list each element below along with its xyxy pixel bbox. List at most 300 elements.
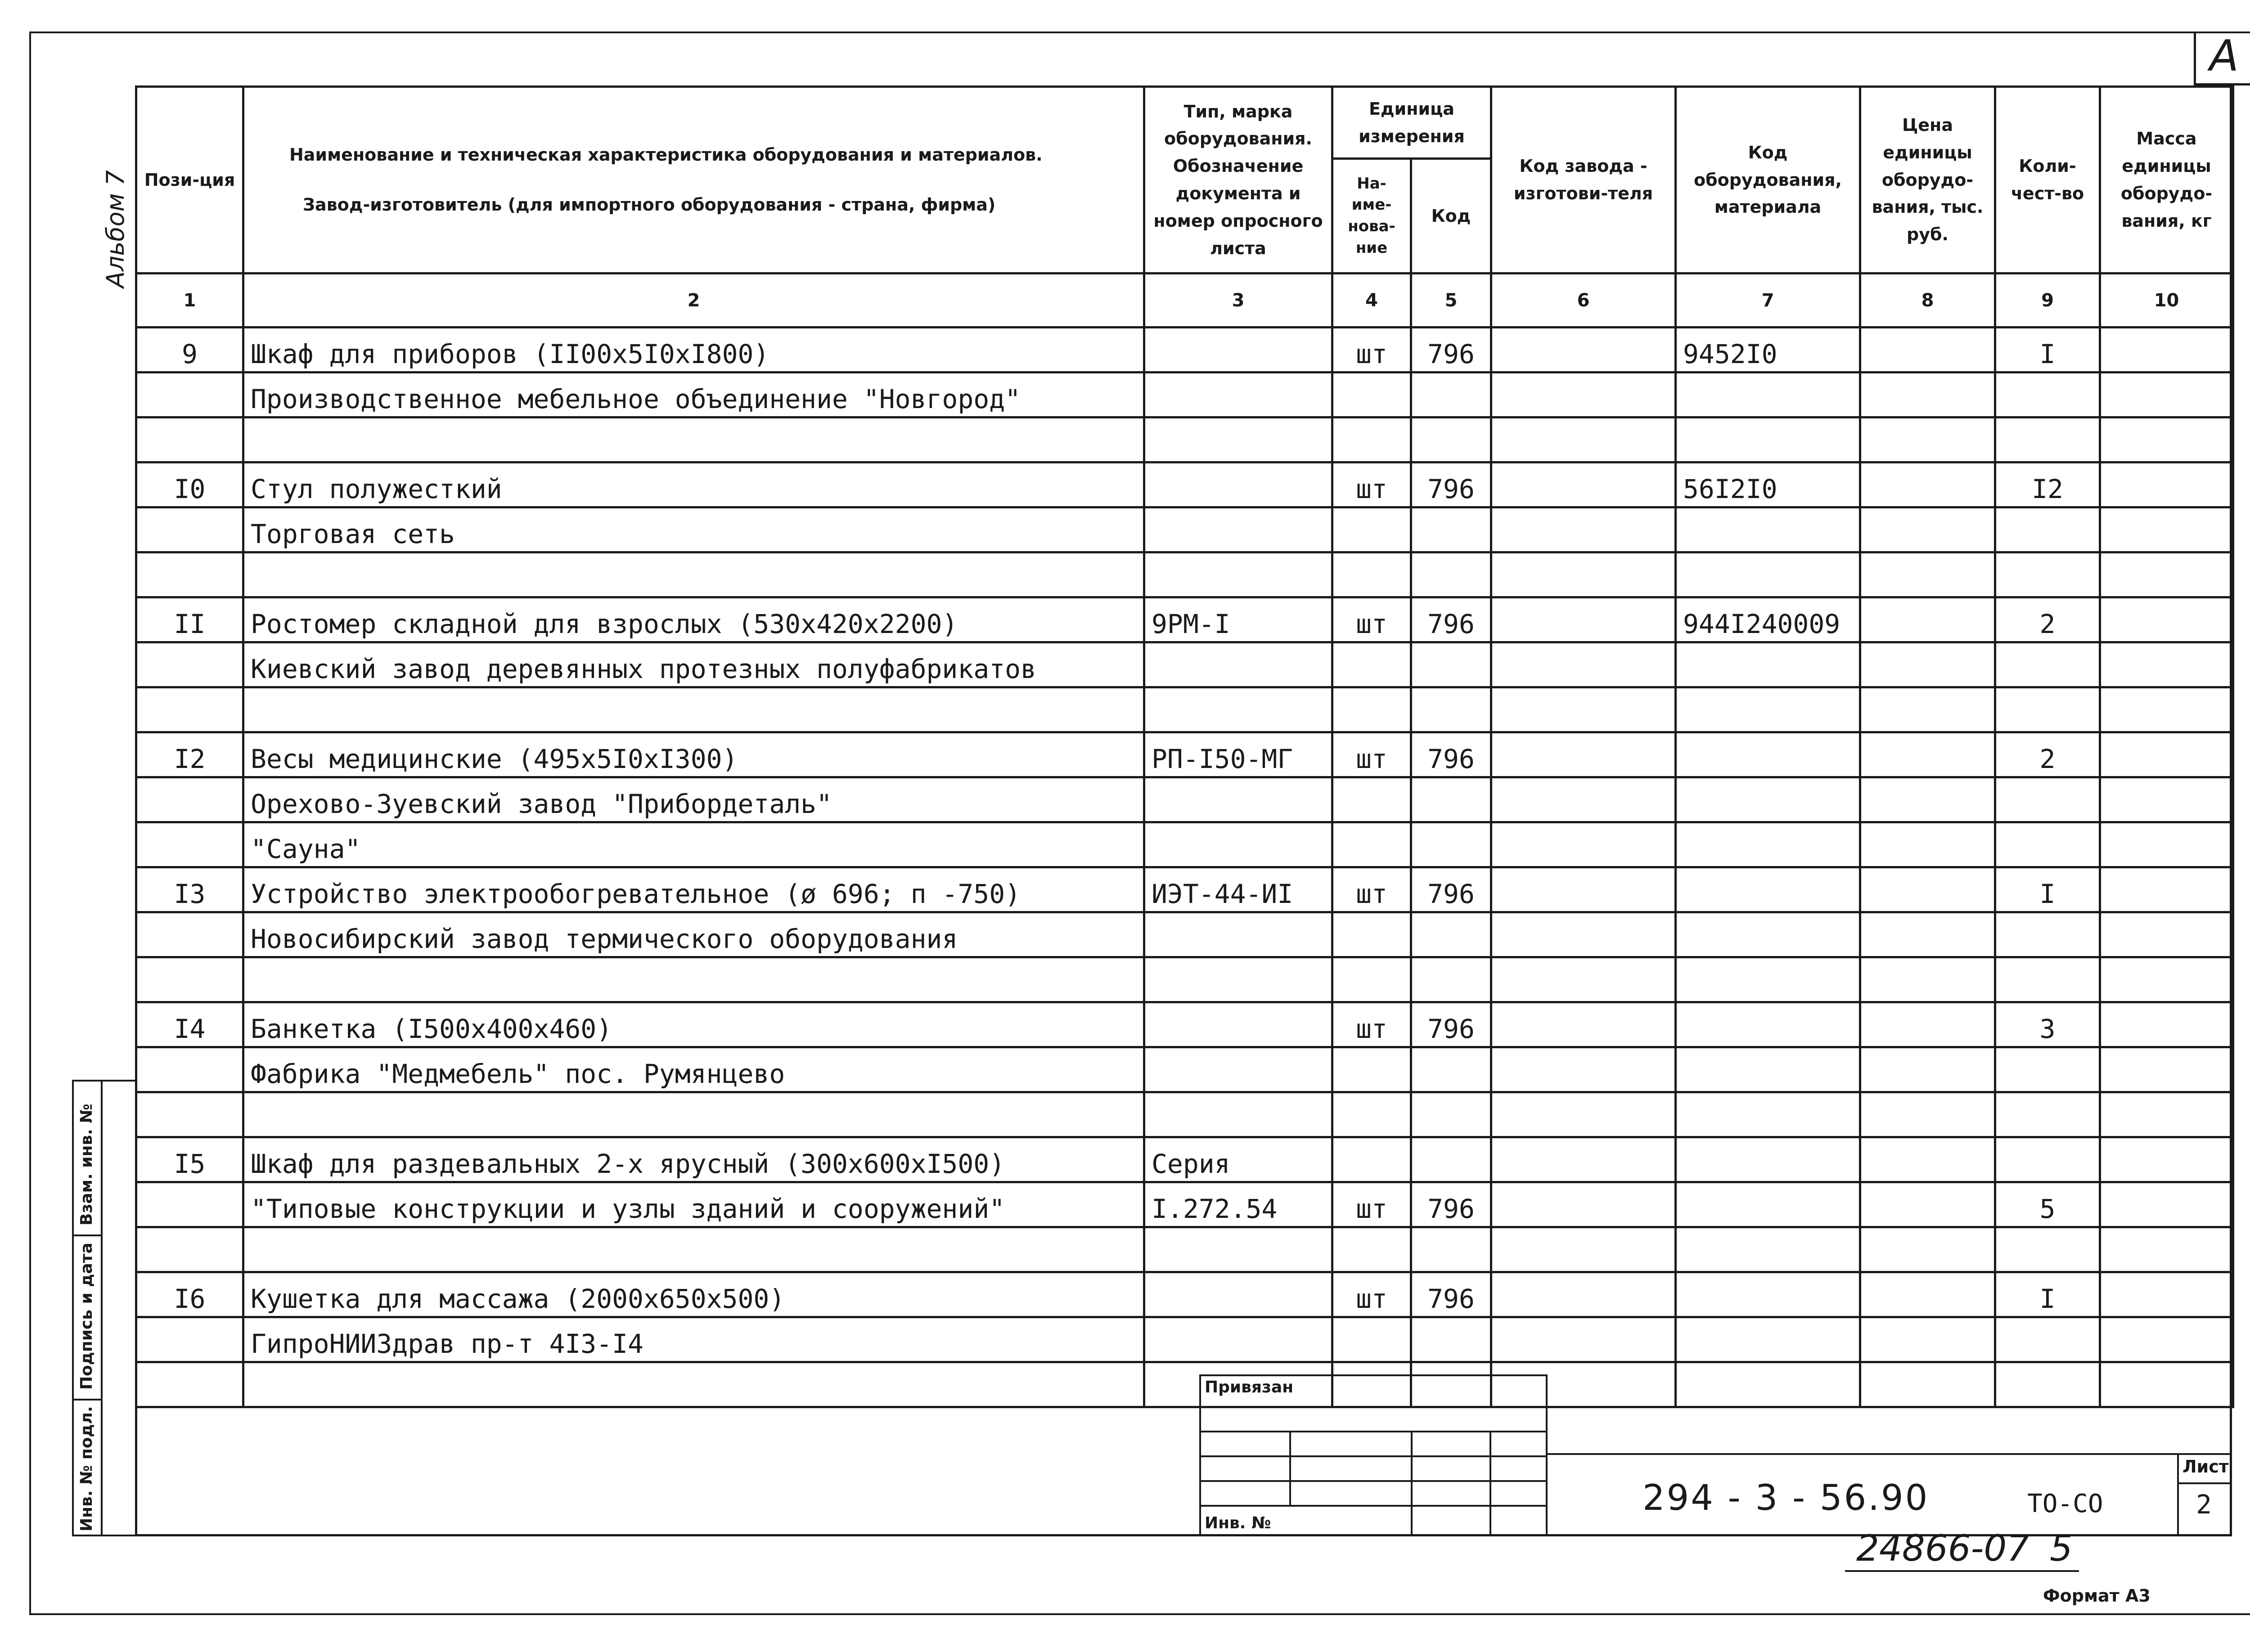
cell-position: I5 xyxy=(136,1137,243,1182)
cell-factory-code xyxy=(1491,777,1676,822)
cell-type: ИЭТ-44-ИI xyxy=(1144,867,1332,912)
cell-equipment-code xyxy=(1676,822,1860,867)
cell-price xyxy=(1860,957,1995,1002)
cell-unit: шт xyxy=(1332,1272,1411,1317)
cell-unit xyxy=(1332,822,1411,867)
cell-unit xyxy=(1332,777,1411,822)
cell-name: Производственное мебельное объединение "Новгород" xyxy=(243,373,1144,417)
cell-unit xyxy=(1332,912,1411,957)
header-price: Цена единицы оборудо-вания, тыс. руб. xyxy=(1860,87,1995,274)
cell-unit xyxy=(1332,687,1411,732)
side-stamp-sign-date: Подпись и дата xyxy=(77,1243,96,1390)
cell-unit-code: 796 xyxy=(1411,462,1491,507)
cell-mass xyxy=(2100,777,2233,822)
cell-equipment-code: 944I240009 xyxy=(1676,597,1860,642)
cell-mass xyxy=(2100,867,2233,912)
cell-name: Шкаф для раздевальных 2-х ярусный (300x600xI500) xyxy=(243,1137,1144,1182)
cell-type xyxy=(1144,687,1332,732)
cell-type: Серия xyxy=(1144,1137,1332,1182)
header-quantity: Коли-чест-во xyxy=(1995,87,2100,274)
cell-equipment-code xyxy=(1676,1047,1860,1092)
cell-price xyxy=(1860,1002,1995,1047)
header-factory-code: Код завода - изготови-теля xyxy=(1491,87,1676,274)
cell-type xyxy=(1144,1227,1332,1272)
cell-quantity: I xyxy=(1995,1272,2100,1317)
cell-factory-code xyxy=(1491,552,1676,597)
cell-mass xyxy=(2100,552,2233,597)
cell-position xyxy=(136,687,243,732)
cell-type xyxy=(1144,1272,1332,1317)
cell-price xyxy=(1860,597,1995,642)
cell-unit xyxy=(1332,373,1411,417)
cell-factory-code xyxy=(1491,1317,1676,1362)
cell-equipment-code xyxy=(1676,777,1860,822)
header-mass: Масса единицы оборудо-вания, кг xyxy=(2100,87,2233,274)
table-body xyxy=(136,328,2233,1407)
cell-position: 9 xyxy=(136,328,243,373)
cell-position xyxy=(136,507,243,552)
cell-quantity xyxy=(1995,777,2100,822)
cell-unit-code: 796 xyxy=(1411,1002,1491,1047)
cell-type xyxy=(1144,777,1332,822)
cell-type: 9РМ-I xyxy=(1144,597,1332,642)
project-code: 294 - 3 - 56.90 xyxy=(1642,1478,1930,1518)
specification-table xyxy=(135,85,2234,1408)
cell-factory-code xyxy=(1491,507,1676,552)
cell-position xyxy=(136,1047,243,1092)
cell-type xyxy=(1144,1047,1332,1092)
cell-quantity xyxy=(1995,417,2100,462)
cell-name: Орехово-Зуевский завод "Прибордеталь" xyxy=(243,777,1144,822)
cell-type xyxy=(1144,552,1332,597)
cell-type xyxy=(1144,642,1332,687)
cell-unit-code: 796 xyxy=(1411,732,1491,777)
cell-factory-code xyxy=(1491,328,1676,373)
header-equipment-code: Код оборудования, материала xyxy=(1676,87,1860,274)
cell-unit-code xyxy=(1411,822,1491,867)
cell-price xyxy=(1860,1227,1995,1272)
cell-equipment-code xyxy=(1676,1227,1860,1272)
cell-equipment-code: 9452I0 xyxy=(1676,328,1860,373)
cell-unit: шт xyxy=(1332,732,1411,777)
cell-equipment-code xyxy=(1676,1092,1860,1137)
cell-factory-code xyxy=(1491,732,1676,777)
binding-stamp xyxy=(1199,1374,1548,1536)
cell-unit xyxy=(1332,1317,1411,1362)
cell-price xyxy=(1860,732,1995,777)
cell-name: "Типовые конструкции и узлы зданий и сооружений" xyxy=(243,1182,1144,1227)
cell-position xyxy=(136,957,243,1002)
cell-unit xyxy=(1332,1047,1411,1092)
cell-position xyxy=(136,777,243,822)
cell-position xyxy=(136,417,243,462)
cell-unit-code: 796 xyxy=(1411,597,1491,642)
cell-mass xyxy=(2100,373,2233,417)
table-row xyxy=(136,1047,2233,1092)
cell-name xyxy=(243,687,1144,732)
column-number: 1 xyxy=(136,274,243,328)
table-row xyxy=(136,552,2233,597)
corner-mark: А xyxy=(2210,31,2239,81)
cell-type xyxy=(1144,1092,1332,1137)
cell-factory-code xyxy=(1491,822,1676,867)
table-row xyxy=(136,732,2233,777)
cell-mass xyxy=(2100,822,2233,867)
cell-price xyxy=(1860,1272,1995,1317)
cell-type xyxy=(1144,328,1332,373)
sheet-number: 2 xyxy=(2196,1489,2212,1520)
cell-name: Весы медицинские (495x5I0xI300) xyxy=(243,732,1144,777)
table-row xyxy=(136,1182,2233,1227)
cell-name: Ростомер складной для взрослых (530x420x2200) xyxy=(243,597,1144,642)
cell-mass xyxy=(2100,1047,2233,1092)
cell-name xyxy=(243,1227,1144,1272)
cell-unit-code: 796 xyxy=(1411,867,1491,912)
cell-unit xyxy=(1332,1137,1411,1182)
table-row xyxy=(136,462,2233,507)
cell-position: I2 xyxy=(136,732,243,777)
cell-name: Устройство электрообогревательное (ø 696; п -750) xyxy=(243,867,1144,912)
cell-position xyxy=(136,912,243,957)
column-number: 6 xyxy=(1491,274,1676,328)
cell-type xyxy=(1144,912,1332,957)
table-row xyxy=(136,597,2233,642)
cell-quantity: 2 xyxy=(1995,732,2100,777)
cell-quantity xyxy=(1995,507,2100,552)
table-row xyxy=(136,822,2233,867)
cell-equipment-code xyxy=(1676,1182,1860,1227)
cell-mass xyxy=(2100,1182,2233,1227)
cell-equipment-code: 56I2I0 xyxy=(1676,462,1860,507)
cell-quantity: 2 xyxy=(1995,597,2100,642)
cell-unit-code: 796 xyxy=(1411,1272,1491,1317)
cell-name: ГипроНИИЗдрав пр-т 4I3-I4 xyxy=(243,1317,1144,1362)
cell-name: Кушетка для массажа (2000x650x500) xyxy=(243,1272,1144,1317)
column-number: 5 xyxy=(1411,274,1491,328)
cell-unit-code xyxy=(1411,1227,1491,1272)
cell-factory-code xyxy=(1491,1092,1676,1137)
cell-price xyxy=(1860,642,1995,687)
cell-equipment-code xyxy=(1676,957,1860,1002)
cell-factory-code xyxy=(1491,1182,1676,1227)
cell-unit xyxy=(1332,507,1411,552)
column-number: 4 xyxy=(1332,274,1411,328)
corner-mark-box xyxy=(2194,31,2250,85)
cell-price xyxy=(1860,552,1995,597)
cell-unit-code xyxy=(1411,552,1491,597)
cell-name xyxy=(243,957,1144,1002)
cell-equipment-code xyxy=(1676,507,1860,552)
cell-equipment-code xyxy=(1676,373,1860,417)
cell-unit-code xyxy=(1411,912,1491,957)
cell-factory-code xyxy=(1491,912,1676,957)
cell-mass xyxy=(2100,1362,2233,1407)
cell-factory-code xyxy=(1491,417,1676,462)
cell-quantity: I xyxy=(1995,328,2100,373)
column-number: 7 xyxy=(1676,274,1860,328)
cell-mass xyxy=(2100,732,2233,777)
cell-name: "Сауна" xyxy=(243,822,1144,867)
header-position: Пози-ция xyxy=(136,87,243,274)
cell-unit-code xyxy=(1411,1092,1491,1137)
cell-type xyxy=(1144,507,1332,552)
cell-position: II xyxy=(136,597,243,642)
cell-unit-code: 796 xyxy=(1411,328,1491,373)
cell-factory-code xyxy=(1491,1272,1676,1317)
cell-name: Киевский завод деревянных протезных полуфабрикатов xyxy=(243,642,1144,687)
cell-unit-code xyxy=(1411,687,1491,732)
cell-unit xyxy=(1332,1092,1411,1137)
cell-price xyxy=(1860,328,1995,373)
cell-name: Банкетка (I500x400x460) xyxy=(243,1002,1144,1047)
cell-mass xyxy=(2100,1272,2233,1317)
cell-equipment-code xyxy=(1676,1137,1860,1182)
cell-name: Фабрика "Медмебель" пос. Румянцево xyxy=(243,1047,1144,1092)
header-type: Тип, марка оборудования. Обозначение документа и номер опросного листа xyxy=(1144,87,1332,274)
cell-quantity xyxy=(1995,957,2100,1002)
cell-mass xyxy=(2100,328,2233,373)
cell-unit xyxy=(1332,957,1411,1002)
cell-mass xyxy=(2100,1227,2233,1272)
cell-equipment-code xyxy=(1676,1362,1860,1407)
cell-equipment-code xyxy=(1676,687,1860,732)
cell-position: I3 xyxy=(136,867,243,912)
cell-quantity xyxy=(1995,642,2100,687)
cell-equipment-code xyxy=(1676,1002,1860,1047)
cell-quantity xyxy=(1995,552,2100,597)
header-unit-code: Код xyxy=(1411,159,1491,274)
cell-unit-code xyxy=(1411,373,1491,417)
cell-factory-code xyxy=(1491,1047,1676,1092)
cell-price xyxy=(1860,1137,1995,1182)
cell-type xyxy=(1144,1002,1332,1047)
cell-quantity: 5 xyxy=(1995,1182,2100,1227)
cell-quantity xyxy=(1995,822,2100,867)
cell-mass xyxy=(2100,957,2233,1002)
cell-mass xyxy=(2100,912,2233,957)
table-row xyxy=(136,1362,2233,1407)
cell-factory-code xyxy=(1491,642,1676,687)
table-row xyxy=(136,328,2233,373)
cell-price xyxy=(1860,373,1995,417)
cell-mass xyxy=(2100,1137,2233,1182)
cell-quantity xyxy=(1995,1092,2100,1137)
cell-name: Шкаф для приборов (II00x5I0xI800) xyxy=(243,328,1144,373)
cell-quantity: I2 xyxy=(1995,462,2100,507)
table-row xyxy=(136,1002,2233,1047)
cell-unit-code xyxy=(1411,417,1491,462)
cell-position xyxy=(136,642,243,687)
cell-position xyxy=(136,822,243,867)
binding-label: Привязан xyxy=(1200,1375,1547,1432)
cell-unit-code: 796 xyxy=(1411,1182,1491,1227)
header-name-line1: Наименование и техническая характеристика оборудования и материалов. xyxy=(289,145,1043,165)
cell-mass xyxy=(2100,687,2233,732)
cell-type xyxy=(1144,417,1332,462)
column-number: 10 xyxy=(2100,274,2233,328)
column-number: 9 xyxy=(1995,274,2100,328)
cell-equipment-code xyxy=(1676,1317,1860,1362)
table-row xyxy=(136,642,2233,687)
cell-factory-code xyxy=(1491,1227,1676,1272)
cell-price xyxy=(1860,462,1995,507)
cell-unit xyxy=(1332,417,1411,462)
cell-name xyxy=(243,552,1144,597)
table-row xyxy=(136,957,2233,1002)
cell-unit: шт xyxy=(1332,867,1411,912)
cell-unit-code xyxy=(1411,957,1491,1002)
cell-position xyxy=(136,1227,243,1272)
table-row xyxy=(136,417,2233,462)
cell-position xyxy=(136,1317,243,1362)
header-name xyxy=(243,87,1144,274)
cell-price xyxy=(1860,1317,1995,1362)
cell-equipment-code xyxy=(1676,1272,1860,1317)
cell-mass xyxy=(2100,642,2233,687)
cell-quantity: I xyxy=(1995,867,2100,912)
cell-factory-code xyxy=(1491,1002,1676,1047)
cell-type: I.272.54 xyxy=(1144,1182,1332,1227)
cell-unit-code xyxy=(1411,1137,1491,1182)
table-row xyxy=(136,912,2233,957)
cell-position: I0 xyxy=(136,462,243,507)
cell-type xyxy=(1144,1317,1332,1362)
cell-price xyxy=(1860,1092,1995,1137)
cell-unit xyxy=(1332,1227,1411,1272)
cell-unit: шт xyxy=(1332,328,1411,373)
cell-name xyxy=(243,1362,1144,1407)
cell-quantity xyxy=(1995,1227,2100,1272)
cell-price xyxy=(1860,1047,1995,1092)
cell-unit-code xyxy=(1411,507,1491,552)
cell-price xyxy=(1860,822,1995,867)
cell-equipment-code xyxy=(1676,417,1860,462)
cell-type xyxy=(1144,373,1332,417)
cell-price xyxy=(1860,687,1995,732)
table-row xyxy=(136,1317,2233,1362)
table-row xyxy=(136,687,2233,732)
cell-factory-code xyxy=(1491,462,1676,507)
column-number-row xyxy=(136,274,2233,328)
album-label: Альбом 7 xyxy=(101,170,130,288)
header-name-line2: Завод-изготовитель (для импортного оборудования - страна, фирма) xyxy=(303,195,996,215)
cell-mass xyxy=(2100,1002,2233,1047)
cell-name xyxy=(243,1092,1144,1137)
cell-unit xyxy=(1332,642,1411,687)
cell-equipment-code xyxy=(1676,867,1860,912)
cell-mass xyxy=(2100,507,2233,552)
sheet-label: Лист xyxy=(2182,1457,2229,1477)
cell-factory-code xyxy=(1491,957,1676,1002)
cell-price xyxy=(1860,417,1995,462)
cell-position: I4 xyxy=(136,1002,243,1047)
column-number: 8 xyxy=(1860,274,1995,328)
table-row xyxy=(136,1227,2233,1272)
header-unit-name: На-име-нова-ние xyxy=(1332,159,1411,274)
table-row xyxy=(136,1137,2233,1182)
cell-unit xyxy=(1332,552,1411,597)
cell-quantity xyxy=(1995,1317,2100,1362)
cell-unit: шт xyxy=(1332,1182,1411,1227)
cell-name: Новосибирский завод термического оборудования xyxy=(243,912,1144,957)
cell-equipment-code xyxy=(1676,642,1860,687)
cell-type xyxy=(1144,957,1332,1002)
table-row xyxy=(136,373,2233,417)
cell-unit: шт xyxy=(1332,597,1411,642)
cell-unit-code xyxy=(1411,777,1491,822)
cell-mass xyxy=(2100,1092,2233,1137)
cell-type xyxy=(1144,822,1332,867)
cell-quantity xyxy=(1995,373,2100,417)
cell-equipment-code xyxy=(1676,552,1860,597)
cell-price xyxy=(1860,867,1995,912)
cell-position xyxy=(136,1092,243,1137)
header-unit: Единица измерения xyxy=(1332,87,1491,159)
cell-position xyxy=(136,552,243,597)
cell-unit-code xyxy=(1411,1317,1491,1362)
cell-position xyxy=(136,1362,243,1407)
cell-quantity xyxy=(1995,687,2100,732)
cell-equipment-code xyxy=(1676,912,1860,957)
cell-quantity xyxy=(1995,1047,2100,1092)
cell-price xyxy=(1860,1362,1995,1407)
cell-position xyxy=(136,373,243,417)
cell-factory-code xyxy=(1491,867,1676,912)
inv-number-label: Инв. № xyxy=(1200,1506,1412,1535)
cell-quantity xyxy=(1995,912,2100,957)
cell-quantity xyxy=(1995,1137,2100,1182)
cell-type: РП-I50-МГ xyxy=(1144,732,1332,777)
cell-price xyxy=(1860,1182,1995,1227)
table-row xyxy=(136,1092,2233,1137)
cell-name: Стул полужесткий xyxy=(243,462,1144,507)
cell-position: I6 xyxy=(136,1272,243,1317)
archive-number: 24866-07 xyxy=(1856,1527,2030,1569)
cell-mass xyxy=(2100,1317,2233,1362)
table-row xyxy=(136,867,2233,912)
document-mark: ТО-СО xyxy=(2027,1489,2103,1518)
cell-mass xyxy=(2100,417,2233,462)
column-number: 3 xyxy=(1144,274,1332,328)
side-stamp xyxy=(72,1080,137,1536)
cell-type xyxy=(1144,462,1332,507)
cell-price xyxy=(1860,507,1995,552)
cell-mass xyxy=(2100,462,2233,507)
cell-factory-code xyxy=(1491,687,1676,732)
table-row xyxy=(136,1272,2233,1317)
cell-price xyxy=(1860,912,1995,957)
side-stamp-inv-orig: Инв. № подл. xyxy=(77,1406,96,1531)
column-number: 2 xyxy=(243,274,1144,328)
cell-factory-code xyxy=(1491,1137,1676,1182)
cell-quantity: 3 xyxy=(1995,1002,2100,1047)
table-row xyxy=(136,777,2233,822)
format-label: Формат А3 xyxy=(2043,1586,2151,1606)
cell-unit: шт xyxy=(1332,1002,1411,1047)
cell-equipment-code xyxy=(1676,732,1860,777)
table-row xyxy=(136,507,2233,552)
cell-position xyxy=(136,1182,243,1227)
cell-factory-code xyxy=(1491,597,1676,642)
cell-unit: шт xyxy=(1332,462,1411,507)
cell-name xyxy=(243,417,1144,462)
cell-quantity xyxy=(1995,1362,2100,1407)
cell-unit-code xyxy=(1411,1047,1491,1092)
cell-mass xyxy=(2100,597,2233,642)
side-stamp-vzam-inv: Взам. инв. № xyxy=(77,1104,96,1226)
archive-sheet: 5 xyxy=(2050,1527,2073,1569)
cell-factory-code xyxy=(1491,373,1676,417)
